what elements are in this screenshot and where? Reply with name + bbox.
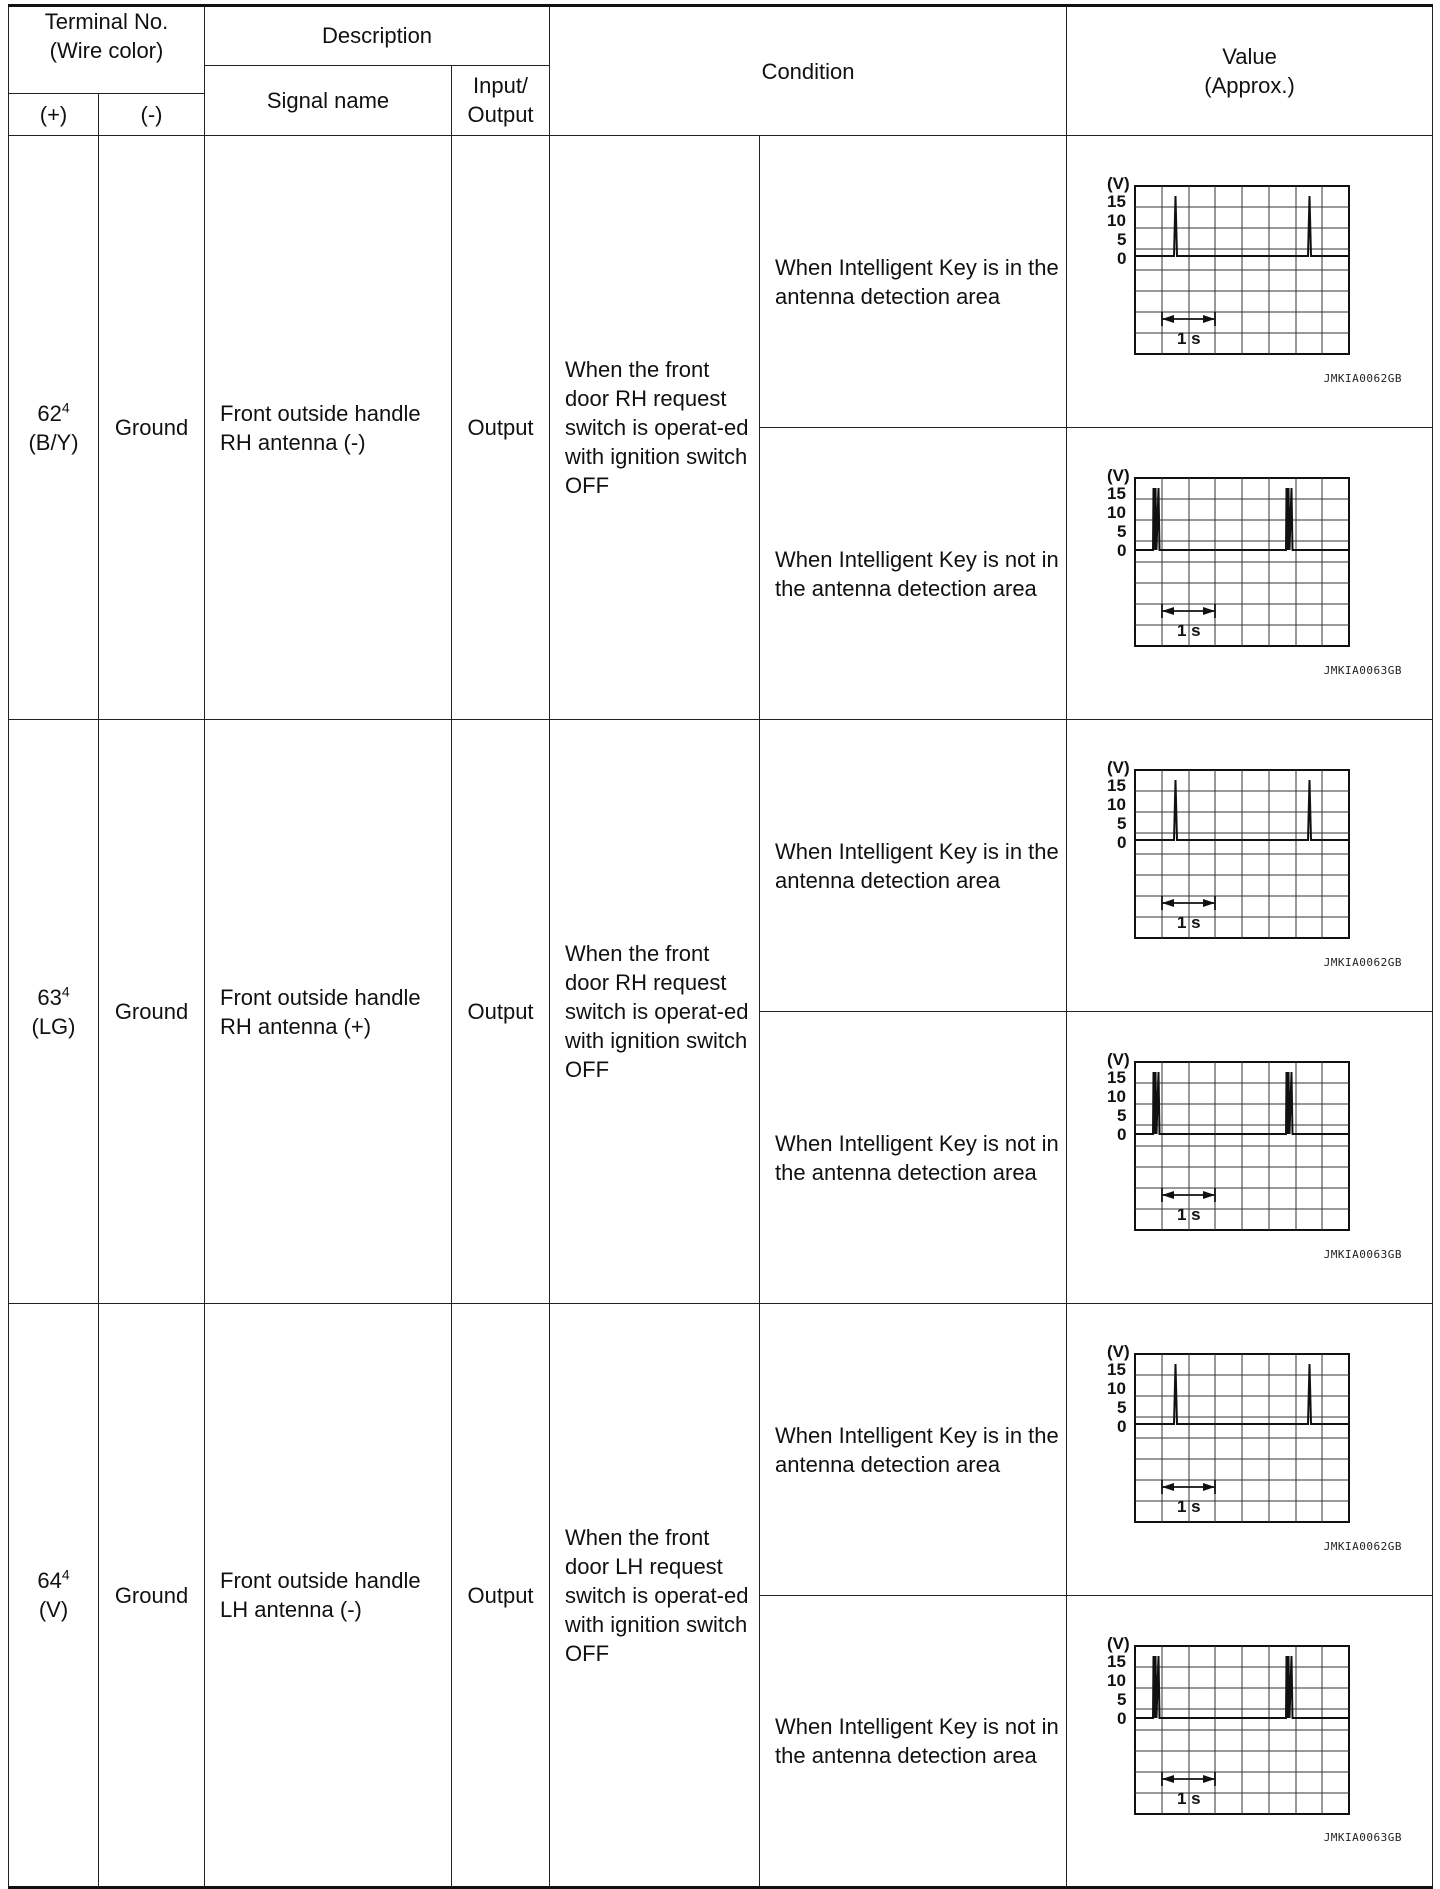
waveform-graph — [1103, 1344, 1363, 1544]
figure-code: JMKIA0062GB — [1323, 372, 1403, 385]
signal-name-header: Signal name — [205, 65, 452, 136]
y-tick: 0 — [1117, 249, 1127, 268]
waveform-graph — [1103, 1052, 1363, 1252]
key-state-cell: When Intelligent Key is not in the antenna detection area — [760, 428, 1067, 720]
y-tick: 0 — [1117, 1125, 1127, 1144]
figure-code: JMKIA0063GB — [1323, 1248, 1403, 1261]
signal-name-cell: Front outside handle RH antenna (+) — [205, 720, 452, 1304]
figure-code: JMKIA0062GB — [1323, 1540, 1403, 1553]
y-tick: 5 — [1117, 230, 1127, 249]
waveform-cell — [1067, 720, 1433, 1012]
time-label: 1 s — [1177, 1789, 1201, 1808]
waveform-cell — [1067, 428, 1433, 720]
time-label: 1 s — [1177, 621, 1201, 640]
y-tick: 15 — [1107, 1652, 1126, 1671]
axis-unit: (V) — [1107, 1052, 1130, 1069]
time-label: 1 s — [1177, 1497, 1201, 1516]
io-cell: Output — [452, 136, 550, 720]
y-tick: 5 — [1117, 1398, 1127, 1417]
description-header: Description — [205, 6, 550, 66]
ground-cell: Ground — [99, 1304, 205, 1888]
wire-color: (LG) — [31, 1013, 76, 1039]
waveform-cell — [1067, 1596, 1433, 1888]
y-tick: 10 — [1107, 1379, 1126, 1398]
time-label: 1 s — [1177, 329, 1201, 348]
terminal-number: 63 — [37, 984, 62, 1010]
y-tick: 10 — [1107, 1671, 1126, 1690]
terminal-spec-table — [8, 4, 1433, 1889]
figure-code: JMKIA0063GB — [1323, 664, 1403, 677]
y-tick: 5 — [1117, 814, 1127, 833]
y-tick: 15 — [1107, 1068, 1126, 1087]
io-header: Input/ Output — [452, 65, 550, 136]
waveform-graph — [1103, 760, 1363, 960]
waveform-cell — [1067, 136, 1433, 428]
terminal-number: 64 — [37, 1568, 62, 1593]
axis-unit: (V) — [1107, 176, 1130, 193]
signal-name-cell: Front outside handle LH antenna (-) — [205, 1304, 452, 1888]
y-tick: 5 — [1117, 522, 1127, 541]
terminal-cell — [9, 720, 99, 1304]
io-cell: Output — [452, 1304, 550, 1888]
table-row — [9, 720, 1433, 1012]
minus-header: (-) — [99, 94, 205, 136]
terminal-sup: 4 — [61, 399, 70, 416]
key-state-cell: When Intelligent Key is in the antenna detection area — [760, 1304, 1067, 1596]
key-state-cell: When Intelligent Key is not in the antenna detection area — [760, 1596, 1067, 1888]
wire-color: (B/Y) — [28, 429, 79, 455]
table-row — [9, 136, 1433, 428]
figure-code: JMKIA0063GB — [1323, 1831, 1403, 1844]
plus-header: (+) — [9, 94, 99, 136]
y-tick: 5 — [1117, 1690, 1127, 1709]
value-header: Value (Approx.) — [1067, 6, 1433, 136]
waveform-graph — [1103, 1636, 1363, 1836]
waveform-cell — [1067, 1304, 1433, 1596]
terminal-number: 62 — [37, 400, 62, 426]
condition-cell: When the front door RH request switch is operat-ed with ignition switch OFF — [550, 720, 760, 1304]
y-tick: 10 — [1107, 211, 1126, 230]
key-state-cell: When Intelligent Key is in the antenna detection area — [760, 136, 1067, 428]
figure-code: JMKIA0062GB — [1323, 956, 1403, 969]
y-tick: 0 — [1117, 1709, 1127, 1728]
waveform-cell — [1067, 1012, 1433, 1304]
y-tick: 10 — [1107, 795, 1126, 814]
time-label: 1 s — [1177, 1205, 1201, 1224]
condition-cell: When the front door RH request switch is operat-ed with ignition switch OFF — [550, 136, 760, 720]
io-cell: Output — [452, 720, 550, 1304]
y-tick: 15 — [1107, 192, 1126, 211]
ground-cell: Ground — [99, 136, 205, 720]
wire-color: (V) — [38, 1597, 69, 1622]
key-state-cell: When Intelligent Key is in the antenna detection area — [760, 720, 1067, 1012]
terminal-sup: 4 — [61, 983, 70, 1000]
y-tick: 15 — [1107, 776, 1126, 795]
ground-cell: Ground — [99, 720, 205, 1304]
axis-unit: (V) — [1107, 1636, 1130, 1653]
axis-unit: (V) — [1107, 468, 1130, 485]
condition-header: Condition — [550, 6, 1067, 136]
terminal-header-gap — [9, 65, 205, 94]
time-label: 1 s — [1177, 913, 1201, 932]
y-tick: 0 — [1117, 1417, 1127, 1436]
terminal-no-header: Terminal No. (Wire color) — [9, 6, 205, 66]
table-row — [9, 1304, 1433, 1596]
axis-unit: (V) — [1107, 760, 1130, 777]
key-state-cell: When Intelligent Key is not in the antenna detection area — [760, 1012, 1067, 1304]
y-tick: 10 — [1107, 503, 1126, 522]
y-tick: 15 — [1107, 484, 1126, 503]
y-tick: 0 — [1117, 833, 1127, 852]
condition-cell: When the front door LH request switch is operat-ed with ignition switch OFF — [550, 1304, 760, 1888]
y-tick: 15 — [1107, 1360, 1126, 1379]
axis-unit: (V) — [1107, 1344, 1130, 1361]
terminal-cell — [9, 136, 99, 720]
terminal-sup: 4 — [61, 1566, 70, 1583]
y-tick: 5 — [1117, 1106, 1127, 1125]
signal-name-cell: Front outside handle RH antenna (-) — [205, 136, 452, 720]
waveform-graph — [1103, 176, 1363, 376]
terminal-cell — [9, 1304, 99, 1888]
y-tick: 10 — [1107, 1087, 1126, 1106]
waveform-graph — [1103, 468, 1363, 668]
y-tick: 0 — [1117, 541, 1127, 560]
